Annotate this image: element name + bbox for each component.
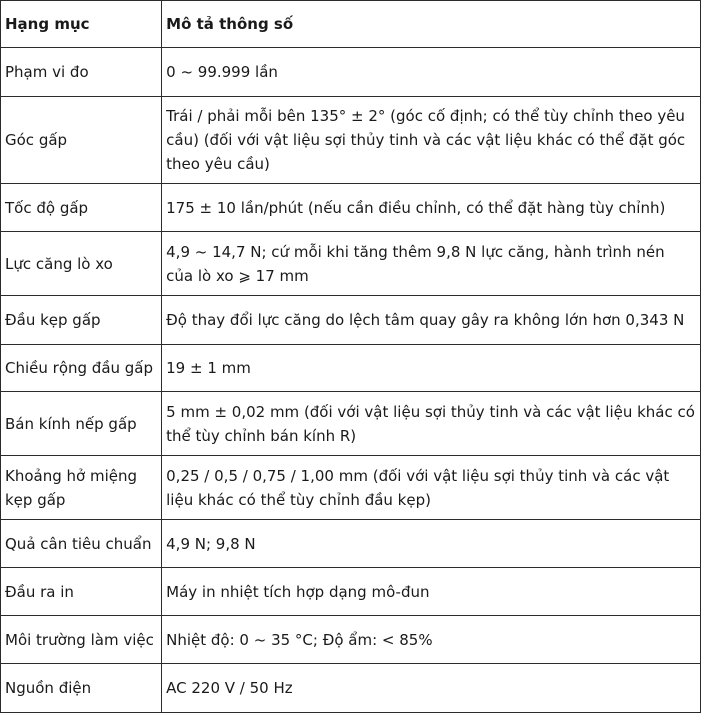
row-description: 5 mm ± 0,02 mm (đối với vật liệu sợi thủy tinh và các vật liệu khác có thể tùy chỉnh bán kính R) — [162, 392, 701, 456]
row-item: Lực căng lò xo — [1, 232, 162, 296]
row-description: AC 220 V / 50 Hz — [162, 664, 701, 713]
table-row — [1, 392, 701, 456]
table-row — [1, 664, 701, 713]
row-item: Phạm vi đo — [1, 48, 162, 97]
row-description: 175 ± 10 lần/phút (nếu cần điều chỉnh, có thể đặt hàng tùy chỉnh) — [162, 184, 701, 232]
row-item: Đầu ra in — [1, 568, 162, 616]
table-row — [1, 48, 701, 97]
row-description: 0 ~ 99.999 lần — [162, 48, 701, 97]
row-item: Bán kính nếp gấp — [1, 392, 162, 456]
row-item: Chiều rộng đầu gấp — [1, 345, 162, 392]
row-description: 19 ± 1 mm — [162, 345, 701, 392]
header-row — [1, 1, 701, 48]
row-item: Đầu kẹp gấp — [1, 296, 162, 345]
row-description: 4,9 N; 9,8 N — [162, 520, 701, 568]
header-item: Hạng mục — [1, 1, 162, 48]
row-description: 4,9 ~ 14,7 N; cứ mỗi khi tăng thêm 9,8 N lực căng, hành trình nén của lò xo ⩾ 17 mm — [162, 232, 701, 296]
table-row — [1, 296, 701, 345]
row-item: Khoảng hở miệng kẹp gấp — [1, 456, 162, 520]
row-item: Nguồn điện — [1, 664, 162, 713]
row-item: Quả cân tiêu chuẩn — [1, 520, 162, 568]
table-row — [1, 232, 701, 296]
row-description: 0,25 / 0,5 / 0,75 / 1,00 mm (đối với vật liệu sợi thủy tinh và các vật liệu khác có thể tùy chỉnh đầu kẹp) — [162, 456, 701, 520]
row-item: Tốc độ gấp — [1, 184, 162, 232]
table-row — [1, 568, 701, 616]
header-description: Mô tả thông số — [162, 1, 701, 48]
row-description: Máy in nhiệt tích hợp dạng mô-đun — [162, 568, 701, 616]
table-row — [1, 616, 701, 664]
table-row — [1, 456, 701, 520]
row-description: Nhiệt độ: 0 ~ 35 °C; Độ ẩm: < 85% — [162, 616, 701, 664]
table-row — [1, 97, 701, 184]
row-description: Độ thay đổi lực căng do lệch tâm quay gây ra không lớn hơn 0,343 N — [162, 296, 701, 345]
table-row — [1, 520, 701, 568]
row-description: Trái / phải mỗi bên 135° ± 2° (góc cố định; có thể tùy chỉnh theo yêu cầu) (đối với vật liệu sợi thủy tinh và các vật liệu khác có thể đặt góc theo yêu cầu) — [162, 97, 701, 184]
row-item: Góc gấp — [1, 97, 162, 184]
table-row — [1, 184, 701, 232]
row-item: Môi trường làm việc — [1, 616, 162, 664]
table-row — [1, 345, 701, 392]
